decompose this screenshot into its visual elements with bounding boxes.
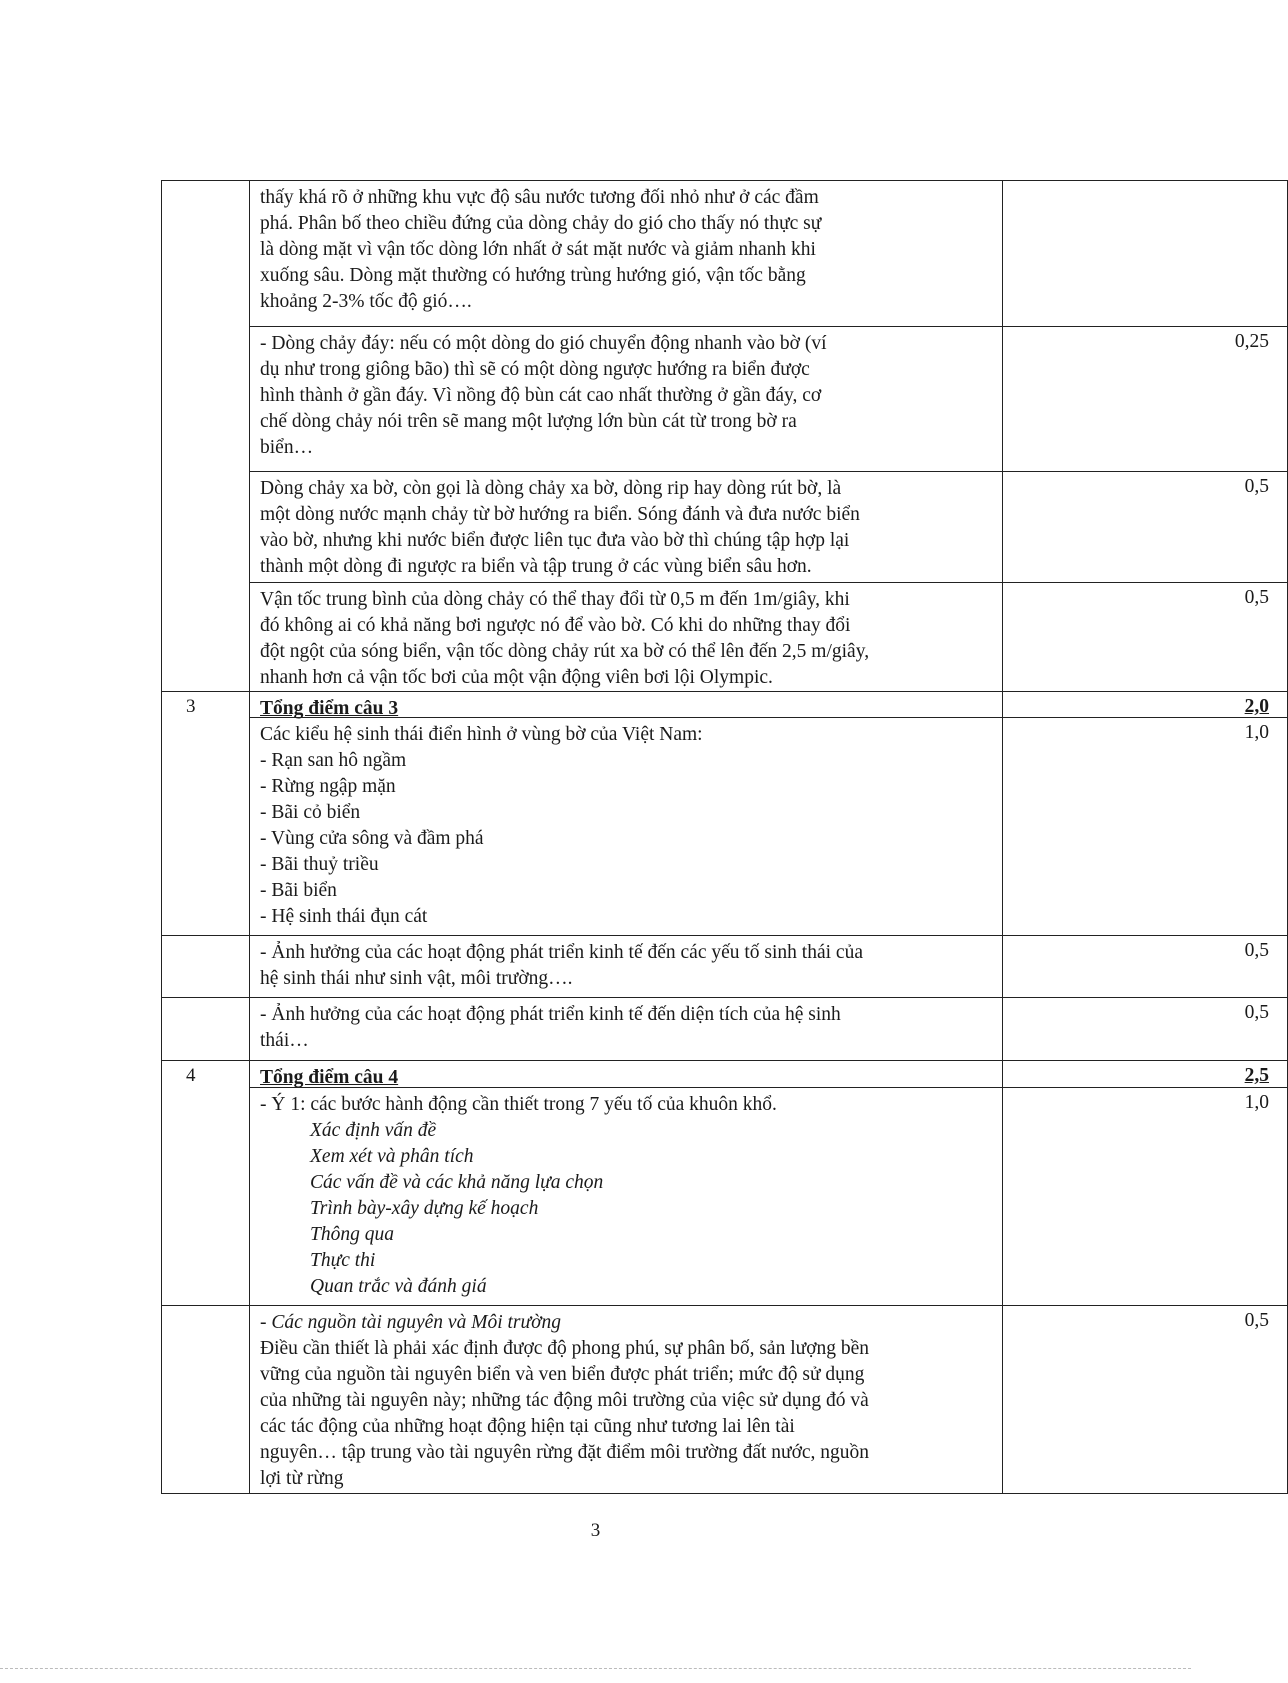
content-line: nguyên… tập trung vào tài nguyên rừng đặt điểm môi trường đất nước, nguồn [260,1442,870,1463]
answer-content-cell [250,935,1002,997]
score-cell [1002,997,1288,1060]
content-line: chế dòng chảy nói trên sẽ mang một lượng lớn bùn cát từ trong bờ ra [260,411,797,432]
answer-content-cell [250,691,1002,717]
content-line: - Rạn san hô ngầm [260,750,407,771]
table-row [161,997,1288,1060]
score-value: 0,5 [1244,1310,1269,1331]
score-cell [1002,691,1288,717]
section-total-title: Tổng điểm câu 3 [260,698,399,719]
question-number-cell [161,1087,250,1305]
content-line: vững của nguồn tài nguyên biển và ven biển được phát triển; mức độ sử dụng [260,1364,865,1385]
table-row [161,582,1288,691]
question-number: 4 [186,1065,196,1086]
score-cell [1002,1305,1288,1494]
content-line: - Bãi thuỷ triều [260,854,379,875]
answer-content-cell [250,326,1002,471]
score-value: 0,5 [1244,476,1269,497]
table-row [161,1087,1288,1305]
content-line: Vận tốc trung bình của dòng chảy có thể thay đổi từ 0,5 m đến 1m/giây, khi [260,589,850,610]
question-number-cell [161,997,250,1060]
content-line: của những tài nguyên này; những tác động môi trường của việc sử dụng đó và [260,1390,869,1411]
score-value: 1,0 [1244,1092,1269,1113]
answer-content-cell [250,997,1002,1060]
content-line: hệ sinh thái như sinh vật, môi trường…. [260,968,573,989]
content-line: thấy khá rõ ở những khu vực độ sâu nước tương đối nhỏ như ở các đầm [260,187,819,208]
content-line: - Vùng cửa sông và đầm phá [260,828,484,849]
content-line: là dòng mặt vì vận tốc dòng lớn nhất ở sát mặt nước và giảm nhanh khi [260,239,816,260]
content-line: đó không ai có khả năng bơi ngược nó để vào bờ. Có khi do những thay đổi [260,615,851,636]
framework-step: Xem xét và phân tích [310,1146,474,1167]
question-number-cell [161,582,250,691]
score-cell [1002,717,1288,935]
answer-content-cell [250,1060,1002,1087]
score-value: 1,0 [1244,722,1269,743]
score-cell [1002,1087,1288,1305]
content-line: dụ như trong giông bão) thì sẽ có một dòng ngược hướng ra biển được [260,359,810,380]
framework-step: Trình bày-xây dựng kế hoạch [310,1198,539,1219]
answer-content-cell [250,180,1002,326]
score-cell [1002,180,1288,326]
content-line: phá. Phân bố theo chiều đứng của dòng chảy do gió cho thấy nó thực sự [260,213,822,234]
question-number-cell [161,471,250,582]
score-cell [1002,326,1288,471]
answer-content-cell [250,471,1002,582]
question-number-cell [161,691,250,717]
score-value: 2,0 [1244,696,1269,717]
answer-content-cell [250,582,1002,691]
content-line: khoảng 2-3% tốc độ gió…. [260,291,472,312]
score-cell [1002,1060,1288,1087]
score-cell [1002,471,1288,582]
question-number-cell [161,326,250,471]
content-line: xuống sâu. Dòng mặt thường có hướng trùng hướng gió, vận tốc bằng [260,265,806,286]
question-number-cell [161,1060,250,1087]
content-line: các tác động của những hoạt động hiện tại cũng như tương lai lên tài [260,1416,795,1437]
framework-step: Các vấn đề và các khả năng lựa chọn [310,1172,604,1193]
score-value: 0,5 [1244,940,1269,961]
answer-content-cell [250,717,1002,935]
table-row [161,471,1288,582]
question-number-cell [161,717,250,935]
content-line: đột ngột của sóng biển, vận tốc dòng chảy rút xa bờ có thể lên đến 2,5 m/giây, [260,641,870,662]
table-row [161,691,1288,717]
content-line: - Dòng chảy đáy: nếu có một dòng do gió chuyển động nhanh vào bờ (ví [260,333,827,354]
question-number: 3 [186,696,196,717]
framework-step: Xác định vấn đề [310,1120,437,1141]
framework-step: Quan trắc và đánh giá [310,1276,487,1297]
question-number-cell [161,1305,250,1494]
content-line: thành một dòng đi ngược ra biển và tập trung ở các vùng biển sâu hơn. [260,556,812,577]
content-line: thái… [260,1030,309,1051]
content-line: - Bãi cỏ biển [260,802,361,823]
score-cell [1002,935,1288,997]
content-line: - Hệ sinh thái đụn cát [260,906,428,927]
score-value: 0,5 [1244,587,1269,608]
answer-content-cell [250,1305,1002,1494]
content-line: - Ảnh hưởng của các hoạt động phát triển kinh tế đến các yếu tố sinh thái của [260,942,863,963]
content-line: vào bờ, nhưng khi nước biển được liên tục đưa vào bờ thì chúng tập hợp lại [260,530,850,551]
content-line: một dòng nước mạnh chảy từ bờ hướng ra biển. Sóng đánh và đưa nước biển [260,504,860,525]
content-line: - Bãi biển [260,880,337,901]
content-line: - Ảnh hưởng của các hoạt động phát triển kinh tế đến diện tích của hệ sinh [260,1004,841,1025]
scan-edge-line [0,1668,1191,1669]
framework-step: Thực thi [310,1250,376,1271]
content-line: lợi từ rừng [260,1468,344,1489]
table-row [161,1305,1288,1494]
content-line: - Ý 1: các bước hành động cần thiết trong 7 yếu tố của khuôn khổ. [260,1094,777,1115]
content-line: - Rừng ngập mặn [260,776,396,797]
framework-step: Thông qua [310,1224,394,1245]
score-value: 2,5 [1244,1065,1269,1086]
table-row [161,935,1288,997]
content-line: Dòng chảy xa bờ, còn gọi là dòng chảy xa bờ, dòng rip hay dòng rút bờ, là [260,478,842,499]
question-number-cell [161,935,250,997]
content-line: hình thành ở gần đáy. Vì nồng độ bùn cát cao nhất thường ở gần đáy, cơ [260,385,822,406]
table-row [161,180,1288,326]
italic-heading: - Các nguồn tài nguyên và Môi trường [260,1312,562,1333]
content-line: nhanh hơn cả vận tốc bơi của một vận động viên bơi lội Olympic. [260,667,773,688]
question-number-cell [161,180,250,326]
table-row [161,1060,1288,1087]
content-line: Điều cần thiết là phải xác định được độ phong phú, sự phân bố, sản lượng bền [260,1338,870,1359]
score-value: 0,25 [1234,331,1269,352]
page-number: 3 [590,1520,601,1541]
section-total-title: Tổng điểm câu 4 [260,1067,399,1088]
content-line: Các kiểu hệ sinh thái điển hình ở vùng bờ của Việt Nam: [260,724,703,745]
table-row [161,717,1288,935]
score-value: 0,5 [1244,1002,1269,1023]
content-line: biển… [260,437,314,458]
score-cell [1002,582,1288,691]
answer-content-cell [250,1087,1002,1305]
table-row [161,326,1288,471]
